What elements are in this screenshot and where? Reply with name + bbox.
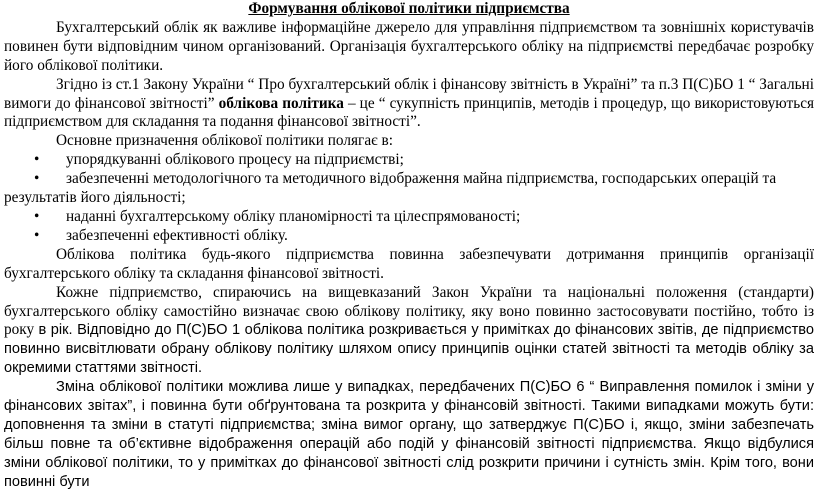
definition-text-before: Згідно із ст.1 Закону України “ Про бухгалтерський облік і фінансову звітність в Україні” та п.3 П(С)БО 1 “ Загальні вимоги до фінансової звітності” — [4, 75, 814, 112]
definition-term: облікова політика — [218, 94, 344, 112]
bullet-marker: • — [34, 207, 40, 225]
list-item — [4, 151, 814, 170]
list-item — [4, 227, 814, 246]
definition-text-after: – це “ сукупність принципів, методів і процедур, що використовуються підприємством для складання та подання фінансової звітності”. — [4, 94, 815, 131]
paragraph-principles: Облікова політика будь-якого підприємства повинна забезпечувати дотримання принципів організації бухгалтерського обліку та складання фінансової звітності. — [4, 245, 814, 282]
list-item-text: забезпеченні методологічного та методичного відображення майна підприємства, господарських операцій та — [66, 170, 777, 188]
bullet-marker: • — [34, 151, 40, 169]
list-item-text: упорядкуванні облікового процесу на підприємстві; — [66, 151, 404, 169]
paragraph-self-determination-part2: в рік. Відповідно до П(С)БО 1 облікова політика розкривається у примітках до фінансових звітів, де підприємство повинно висвітлювати обрану облікову політику шляхом опису принципів оцінки статей звітності та методів обліку за окремими статтями звітності. — [4, 322, 814, 377]
paragraph-policy-change: Зміна облікової політики можлива лише у випадках, передбачених П(С)БО 6 “ Виправлення помилок і зміни у фінансових звітах”, і повинна бути обґрунтована та розкрита у фінансовій звітності. Такими випадками можуть бути: доповнення та зміни в статуті підприємства; зміна вимог органу, що затверджує П(С)БО і, якщо, зміни забезпечать більш повне та об’єктивне відображення операцій або подій у фінансовій звітності підприємства. Якщо відбулися зміни облікової політики, то у примітках до фінансової звітності слід розкрити причини і сутність змін. Крім того, вони повинні бути — [4, 379, 814, 490]
paragraph-self-determination-part1: Кожне підприємство, спираючись на вищевказаний Закон України та національні положення (стандарти) бухгалтерського обліку самостійно визначає свою облікову політику, яку воно повинно застосовувати постійно, тобто із року — [4, 283, 814, 339]
list-item — [4, 170, 814, 189]
list-item-continuation: результатів його діяльності; — [4, 189, 186, 207]
list-item-text: забезпеченні ефективності обліку. — [66, 226, 288, 244]
list-item — [4, 208, 814, 227]
list-item-text: наданні бухгалтерському обліку планомірності та цілеспрямованості; — [66, 207, 521, 225]
document-title: Формування облікової політики підприємства — [248, 0, 570, 17]
bullet-marker: • — [34, 226, 40, 244]
paragraph-definition — [4, 76, 814, 133]
paragraph-self-determination — [4, 284, 814, 379]
paragraph-intro: Бухгалтерський облік як важливе інформаційне джерело для управління підприємством та зовнішніх користувачів повинен бути відповідним чином організований. Організація бухгалтерського обліку на підприємстві передбачає розробку його облікової політики. — [4, 18, 814, 74]
paragraph-purpose: Основне призначення облікової політики полягає в: — [56, 132, 393, 150]
bullet-marker: • — [34, 170, 40, 188]
